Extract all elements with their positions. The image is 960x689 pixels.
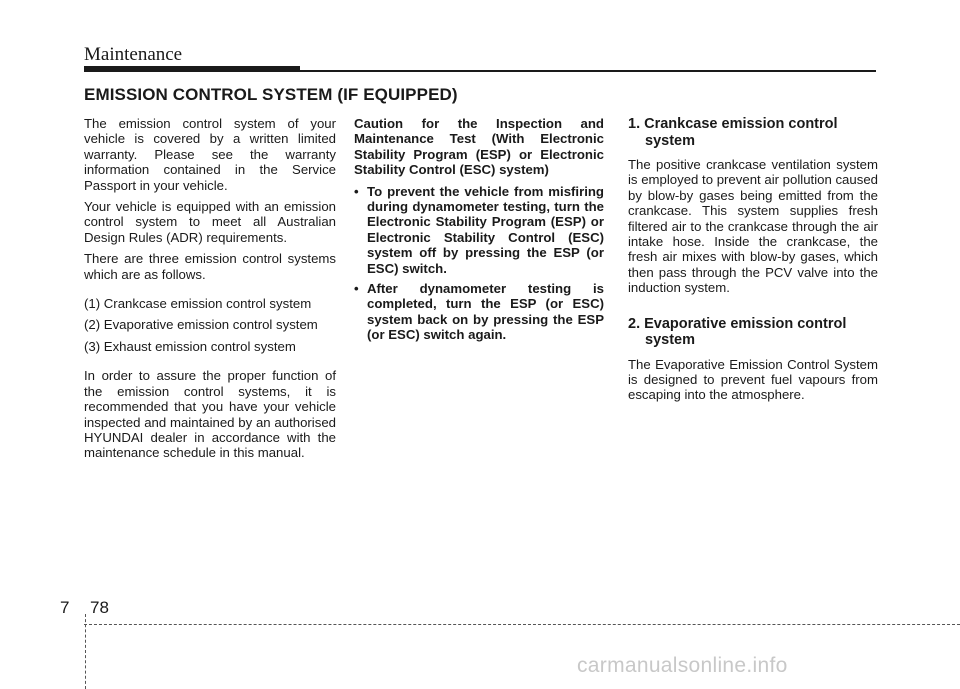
list-item: (3) Exhaust emission control system <box>84 338 296 354</box>
adr-paragraph: Your vehicle is equipped with an emission control system to meet all Australian Design Rules (ADR) requirements. <box>84 199 336 245</box>
header-title: Maintenance <box>84 44 183 65</box>
crankcase-paragraph: The positive crankcase ventilation system is employed to prevent air pollution caused by blow-by gases being emitted from the crankcase. This system supplies fresh filtered air to the crankcase through the air intake hose. Inside the crankcase, the fresh air mixes with blow-by gases, which then pass through the PCV valve into the induction system. <box>628 157 878 296</box>
evaporative-heading: 2. Evaporative emission control system <box>628 315 847 349</box>
systems-paragraph: There are three emission control systems which are as follows. <box>84 251 336 282</box>
evaporative-paragraph: The Evaporative Emission Control System is designed to prevent fuel vapours from escaping into the atmosphere. <box>628 356 878 403</box>
maintenance-paragraph: In order to assure the proper function of the emission control systems, it is recommended that you have your vehicle inspected and maintained by an authorised HYUNDAI dealer in accordance with the maintenance schedule in this manual. <box>84 368 336 461</box>
caution-heading: Caution for the Inspection and Maintenance Test (With Electronic Stability Program (ESP) or Electronic Stability Control (ESC) system) <box>354 116 604 178</box>
footer-divider <box>85 614 86 689</box>
footer-rule <box>84 624 960 625</box>
header-rule-thick <box>84 66 300 72</box>
bullet-item: • To prevent the vehicle from misfiring during dynamometer testing, turn the Electronic Stability Program (ESP) or Electronic Stability Control (ESC) system off by pressing the ESP (or ESC) switch. <box>354 184 604 276</box>
column-2 <box>354 116 604 348</box>
column-1 <box>84 116 336 467</box>
intro-paragraph: The emission control system of your vehicle is covered by a written limited warranty. Please see the warranty information contained in the Service Passport in your vehicle. <box>84 116 336 193</box>
chapter-number: 7 <box>60 598 70 617</box>
watermark: carmanualsonline.info <box>577 654 788 677</box>
section-title: EMISSION CONTROL SYSTEM (IF EQUIPPED) <box>84 85 458 104</box>
bullet-item: • After dynamometer testing is completed, turn the ESP (or ESC) system back on by pressing the ESP (or ESC) switch again. <box>354 281 604 343</box>
page-number: 78 <box>90 598 109 617</box>
crankcase-heading: 1. Crankcase emission control system <box>628 116 838 149</box>
list-item: (1) Crankcase emission control system <box>84 296 312 312</box>
column-3 <box>628 116 878 409</box>
list-item: (2) Evaporative emission control system <box>84 317 318 333</box>
header-rule-thin <box>300 70 876 72</box>
